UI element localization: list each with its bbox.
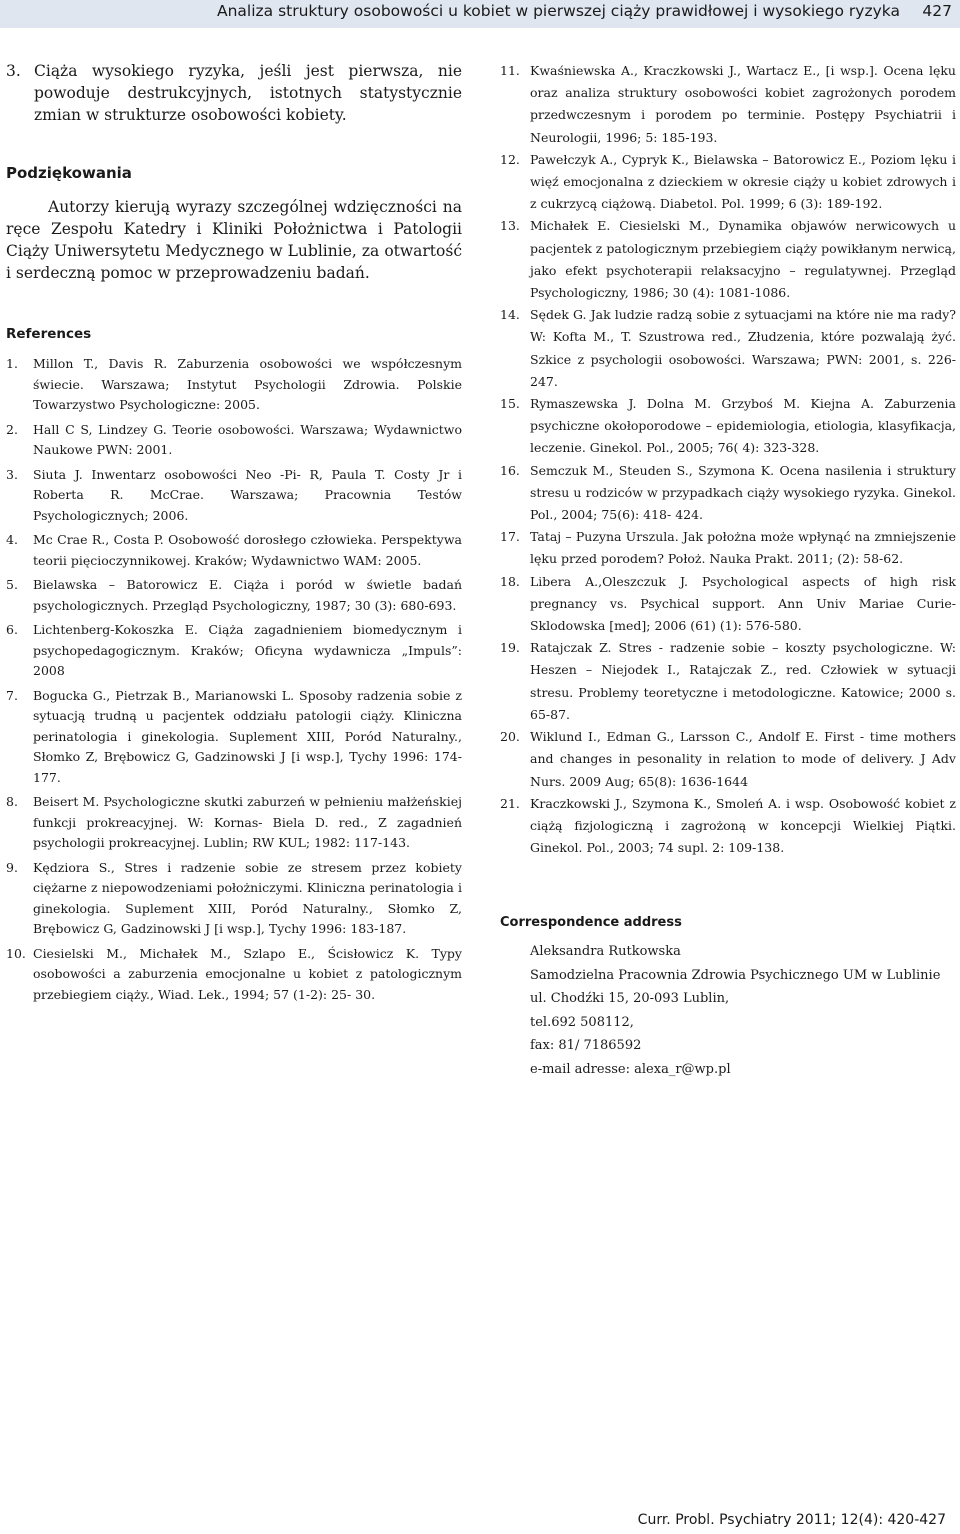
reference-text: Pawełczyk A., Cypryk K., Bielawska – Batorowicz E., Poziom lęku i więź emocjonalna z dzieckiem w okresie ciąży u kobiet zdrowych i z cukrzycą ciążową. Diabetol. Pol. 1999; 6 (3): 189-192. (530, 151, 956, 212)
reference-item (500, 149, 956, 216)
reference-item (500, 460, 956, 527)
conclusion-text: Ciąża wysokiego ryzyka, jeśli jest pierwsza, nie powoduje destrukcyjnych, istotnych statystycznie zmian w strukturze osobowości kobiety. (34, 62, 462, 124)
references-list-right (500, 60, 956, 859)
reference-text: Kwaśniewska A., Kraczkowski J., Wartacz E., [i wsp.]. Ocena lęku oraz analiza struktury osobowości kobiet zagrożonych porodem przedwczesnym i porodem po terminie. Postępy Psychiatrii i Neurologii, 1996; 5: 185-193. (530, 63, 956, 145)
reference-number: 5. (6, 577, 18, 592)
references-heading: References (6, 326, 92, 342)
correspondence-heading: Correspondence address (500, 915, 682, 931)
reference-number: 7. (6, 687, 18, 703)
reference-item (6, 944, 462, 1006)
reference-item (500, 793, 956, 860)
reference-item (6, 620, 462, 682)
reference-item (6, 354, 462, 416)
reference-text: Bogucka G., Pietrzak B., Marianowski L. Sposoby radzenia sobie z sytuacją trudną u pacjentek oddziału patologii ciąży. Kliniczna perinatologia i ginekologia. Suplement XIII, Poród Naturalny., Słomko Z, Brębowicz G, Gadzinowski J [i wsp.], Tychy 1996: 174-177. (33, 687, 462, 785)
reference-text: Kędziora S., Stres i radzenie sobie ze stresem przez kobiety ciężarne z niepowodzeniami położniczymi. Kliniczna perinatologia i ginekologia. Suplement XIII, Poród Naturalny., Słomko Z, Brębowicz G, Gadzinowski J [i wsp.], Tychy 1996: 183-187. (33, 859, 462, 936)
correspondence-line: e-mail adresse: alexa_r@wp.pl (530, 1061, 731, 1077)
correspondence-line: ul. Chodźki 15, 20-093 Lublin, (530, 991, 730, 1007)
reference-number: 21. (500, 795, 520, 811)
reference-item (500, 60, 956, 149)
reference-text: Michałek E. Ciesielski M., Dynamika objawów nerwicowych u pacjentek z patologicznym przebiegiem ciąży powikłanym nerwicą, jako efekt psychoterapii relaksacyjno – regulatywnej. Przegląd Psychologiczny, 1986; 30 (4): 1081-1086. (530, 218, 956, 301)
reference-item (6, 686, 462, 789)
reference-item (500, 571, 956, 638)
reference-item (6, 465, 462, 527)
reference-number: 18. (500, 573, 520, 589)
reference-number: 4. (6, 532, 18, 547)
reference-number: 12. (500, 151, 520, 167)
reference-item (500, 637, 956, 726)
reference-item (6, 792, 462, 854)
reference-text: Hall C S, Lindzey G. Teorie osobowości. Warszawa; Wydawnictwo Naukowe PWN: 2001. (33, 421, 462, 457)
correspondence-line: Aleksandra Rutkowska (530, 944, 681, 960)
reference-number: 10. (6, 945, 26, 961)
reference-text: Ratajczak Z. Stres - radzenie sobie – koszty psychologiczne. W: Heszen – Niejodek I., Ratajczak Z., red. Człowiek w sytuacji stresu. Problemy teoretyczne i metodologiczne. Katowice; 2000 s. 65-87. (530, 640, 956, 722)
reference-text: Tataj – Puzyna Urszula. Jak położna może wpłynąć na zmniejszenie lęku przed porodem? Położ. Nauka Prakt. 2011; (2): 58-62. (530, 529, 956, 567)
reference-number: 8. (6, 794, 18, 809)
references-list-left (6, 354, 462, 1005)
reference-item (6, 858, 462, 940)
reference-number: 20. (500, 729, 520, 745)
reference-text: Mc Crae R., Costa P. Osobowość dorosłego człowieka. Perspektywa teorii pięcioczynnikowej. Kraków; Wydawnictwo WAM: 2005. (33, 532, 462, 568)
conclusion-item (6, 60, 462, 126)
reference-item (500, 726, 956, 793)
reference-text: Wiklund I., Edman G., Larsson C., Andolf E. First - time mothers and changes in pesonality in relation to mode of delivery. J Adv Nurs. 2009 Aug; 65(8): 1636-1644 (530, 729, 956, 789)
reference-number: 19. (500, 640, 520, 656)
reference-number: 14. (500, 307, 520, 323)
reference-number: 13. (500, 218, 520, 234)
running-title: Analiza struktury osobowości u kobiet w pierwszej ciąży prawidłowej i wysokiego ryzyka (216, 2, 900, 20)
reference-item (500, 304, 956, 393)
reference-item (6, 530, 462, 571)
reference-text: Sędek G. Jak ludzie radzą sobie z sytuacjami na które nie ma rady? W: Kofta M., T. Szustrowa red., Złudzenia, które pozwalają żyć. Szkice z psychologii osobowości. Warszawa; PWN: 2001, s. 226- 247. (530, 307, 956, 389)
reference-number: 2. (6, 421, 18, 437)
reference-item (6, 575, 462, 616)
reference-text: Kraczkowski J., Szymona K., Smoleń A. i wsp. Osobowość kobiet z ciążą fizjologiczną i zagrożoną w koncepcji Wielkiej Piątki. Ginekol. Pol., 2003; 74 supl. 2: 109-138. (530, 795, 956, 856)
reference-text: Bielawska – Batorowicz E. Ciąża i poród w świetle badań psychologicznych. Przegląd Psychologiczny, 1987; 30 (3): 680-693. (33, 577, 462, 613)
reference-text: Rymaszewska J. Dolna M. Grzyboś M. Kiejna A. Zaburzenia psychiczne okołoporodowe – epidemiologia, etiologia, klasyfikacja, leczenie. Ginekol. Pol., 2005; 76( 4): 323-328. (530, 396, 956, 456)
reference-number: 3. (6, 466, 18, 482)
right-column (500, 60, 956, 1081)
reference-number: 11. (500, 63, 520, 78)
reference-text: Millon T., Davis R. Zaburzenia osobowości we współczesnym świecie. Warszawa; Instytut Psychologii Zdrowia. Polskie Towarzystwo Psychologiczne: 2005. (33, 356, 462, 412)
reference-item (500, 393, 956, 460)
reference-item (6, 420, 462, 461)
reference-text: Semczuk M., Steuden S., Szymona K. Ocena nasilenia i struktury stresu u rodziców w przypadkach ciąży wysokiego ryzyka. Ginekol. Pol., 2004; 75(6): 418- 424. (530, 462, 956, 523)
reference-number: 15. (500, 396, 520, 412)
reference-text: Siuta J. Inwentarz osobowości Neo -Pi- R, Paula T. Costy Jr i Roberta R. McCrae. Warszawa; Pracownia Testów Psychologicznych; 2006. (33, 466, 462, 523)
reference-number: 16. (500, 462, 520, 478)
reference-item (500, 215, 956, 304)
reference-text: Libera A.,Oleszczuk J. Psychological aspects of high risk pregnancy vs. Psychical support. Ann Univ Mariae Curie-Sklodowska [med]; 2006 (61) (1): 576-580. (530, 573, 956, 634)
conclusion-number: 3. (6, 62, 21, 80)
acknowledgements-heading: Podziękowania (6, 164, 132, 182)
left-column (6, 60, 462, 1009)
reference-text: Beisert M. Psychologiczne skutki zaburzeń w pełnieniu małżeńskiej funkcji prokreacyjnej. W: Kornas- Biela D. red., Z zagadnień psychologii prokreacyjnej. Lublin; RW KUL; 1982: 117-143. (33, 794, 462, 850)
correspondence-address (500, 940, 956, 1081)
acknowledgements-text: Autorzy kierują wyrazy szczególnej wdzięczności na ręce Zespołu Katedry i Kliniki Położnictwa i Patologii Ciąży Uniwersytetu Medycznego w Lublinie, za otwartość i serdeczną pomoc w przeprowadzeniu badań. (6, 198, 462, 282)
correspondence-line: tel.692 508112, (530, 1014, 634, 1030)
reference-text: Ciesielski M., Michałek M., Szlapo E., Ścisłowicz K. Typy osobowości a zaburzenia emocjonalne u kobiet z patologicznym przebiegiem ciąży., Wiad. Lek., 1994; 57 (1-2): 25- 30. (33, 945, 462, 1002)
reference-number: 6. (6, 622, 18, 637)
reference-text: Lichtenberg-Kokoszka E. Ciąża zagadnieniem biomedycznym i psychopedagogicznym. Kraków; Oficyna wydawnicza „Impuls”: 2008 (33, 622, 462, 678)
running-header (0, 0, 960, 28)
correspondence-line: fax: 81/ 7186592 (530, 1038, 642, 1054)
reference-number: 1. (6, 356, 18, 371)
correspondence-line: Samodzielna Pracownia Zdrowia Psychicznego UM w Lublinie (530, 967, 941, 983)
reference-number: 9. (6, 859, 18, 875)
reference-number: 17. (500, 529, 520, 545)
reference-item (500, 526, 956, 570)
page-number: 427 (922, 2, 952, 20)
journal-citation: Curr. Probl. Psychiatry 2011; 12(4): 420-427 (637, 1512, 946, 1528)
